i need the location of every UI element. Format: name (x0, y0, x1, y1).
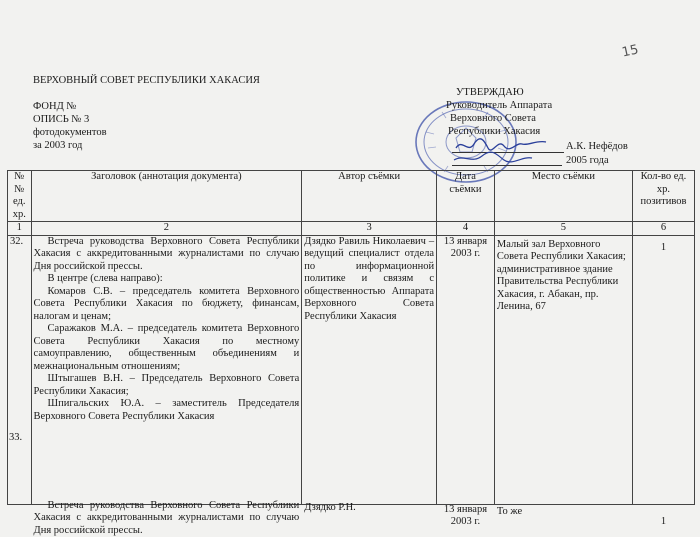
column-number-row (8, 222, 695, 236)
col-number: 1 (8, 222, 32, 236)
table-header-row (8, 171, 695, 222)
col-number: 4 (437, 222, 495, 236)
fond-label: ФОНД № (33, 100, 76, 113)
table-row (8, 235, 695, 504)
row-cell-title (31, 235, 302, 504)
row-cell-count (632, 235, 694, 504)
approval-line1: Руководитель Аппарата (446, 99, 552, 112)
row-cell-place (494, 235, 632, 504)
entry-line: Шпигальских Ю.А. – заместитель Председателя Верховного Совета Республики Хакасия (34, 398, 300, 423)
approval-title: УТВЕРЖДАЮ (450, 86, 552, 99)
count-text: 1 (635, 242, 692, 255)
author-text: Дзядко Равиль Николаевич – ведущий специалист отдела по информационной политике и связям с общественностью Аппарата Верховного Совета Республики Хакасия (304, 236, 434, 324)
org-title: ВЕРХОВНЫЙ СОВЕТ РЕСПУБЛИКИ ХАКАСИЯ (33, 74, 260, 87)
col-header-date: Дата съёмки (437, 171, 495, 222)
author-text: Дзядко Р.Н. (304, 502, 356, 515)
col-header-place: Место съёмки (494, 171, 632, 222)
col-number: 5 (494, 222, 632, 236)
row-cell-author (302, 235, 437, 504)
inventory-table (7, 170, 695, 505)
col-header-num: №№ ед. хр. (8, 171, 32, 222)
signature-icon (452, 132, 550, 166)
date-text: 13 января 2003 г. (439, 504, 492, 529)
row-number: 33. (9, 432, 22, 445)
entry-title: Встреча руководства Верховного Совета Республики Хакасия с аккредитованными журналистами по случаю Дня российской прессы. (34, 236, 300, 274)
col-number: 3 (302, 222, 437, 236)
entry-line: Саражаков М.А. – председатель комитета Верховного Совета Республики Хакасия по местному самоуправлению, общественным объединениям и межнациональным отношениям; (34, 323, 300, 373)
approval-line3: Республики Хакасия (448, 125, 552, 138)
place-text: То же (497, 506, 522, 519)
page-number: 15 (621, 42, 640, 60)
doc-kind: фотодокументов (33, 126, 107, 139)
approval-year: 2005 года (566, 154, 609, 167)
opis-label: ОПИСЬ № 3 (33, 113, 89, 126)
col-header-author: Автор съёмки (302, 171, 437, 222)
approval-line2: Верховного Совета (450, 112, 552, 125)
entry-line: Комаров С.В. – председатель комитета Верховного Совета Республики Хакасия по бюджету, финансам, налогам и ценам; (34, 286, 300, 324)
col-number: 2 (31, 222, 302, 236)
entry-line: В центре (слева направо): (34, 273, 300, 286)
col-header-count: Кол-во ед. хр. позитивов (632, 171, 694, 222)
row-number: 32. (10, 236, 29, 249)
col-header-title: Заголовок (аннотация документа) (31, 171, 302, 222)
count-text: 1 (635, 516, 692, 529)
row-cell-num (8, 235, 32, 504)
entry-title: Встреча руководства Верховного Совета Республики Хакасия с аккредитованными журналистами по случаю Дня российской прессы. (34, 500, 300, 537)
approver-name: А.К. Нефёдов (566, 140, 628, 153)
approval-block (450, 86, 552, 138)
entry-line: Штыгашев В.Н. – Председатель Верховного Совета Республики Хакасия; (34, 373, 300, 398)
place-text: Малый зал Верховного Совета Республики Хакасия; административное здание Правительства Республики Хакасия, г. Абакан, пр. Ленина, 67 (497, 239, 630, 314)
row-cell-date (437, 235, 495, 504)
col-number: 6 (632, 222, 694, 236)
year-label: за 2003 год (33, 139, 82, 152)
date-text: 13 января 2003 г. (439, 236, 492, 261)
